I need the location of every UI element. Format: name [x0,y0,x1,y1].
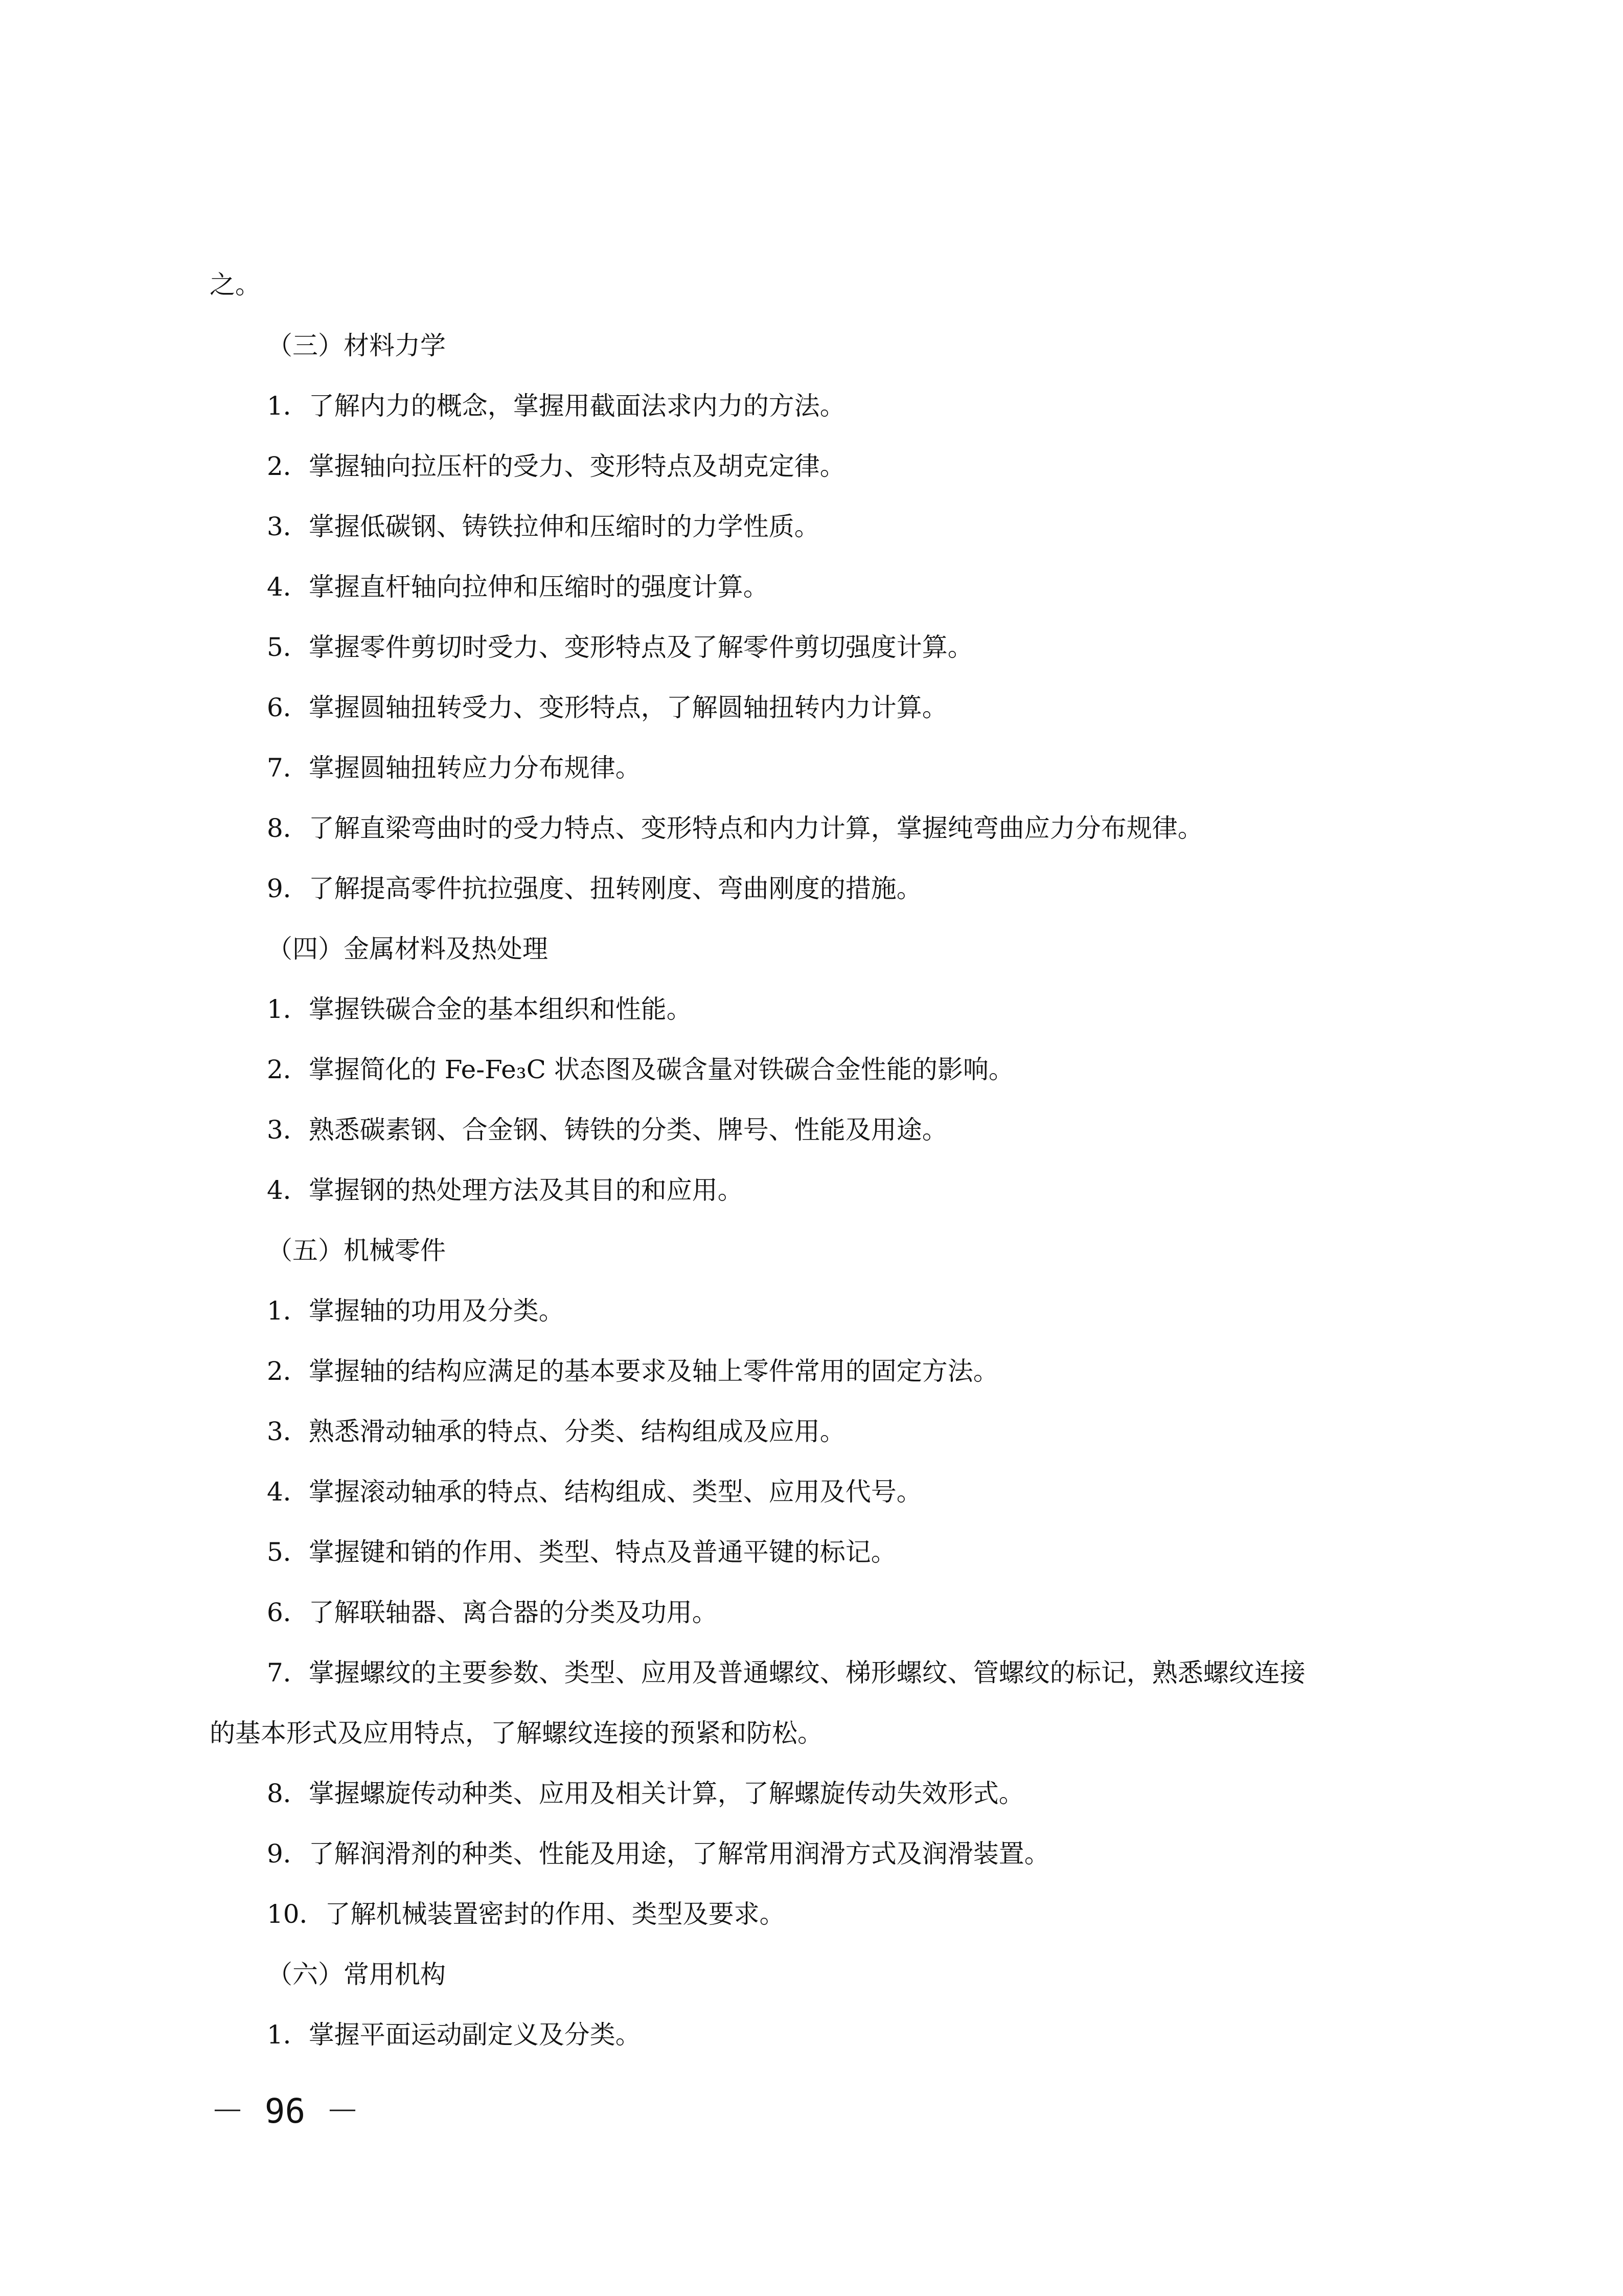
list-item: 10．了解机械装置密封的作用、类型及要求。 [267,1899,785,1929]
list-item: 8．了解直梁弯曲时的受力特点、变形特点和内力计算，掌握纯弯曲应力分布规律。 [267,813,1203,843]
list-item: 8．掌握螺旋传动种类、应用及相关计算，了解螺旋传动失效形式。 [267,1779,1024,1808]
section-heading-4: （四）金属材料及热处理 [267,934,548,964]
list-item: 1．掌握轴的功用及分类。 [267,1296,564,1326]
list-item: 7．掌握圆轴扭转应力分布规律。 [267,753,641,783]
list-item: 1．掌握铁碳合金的基本组织和性能。 [267,994,692,1024]
list-item: 6．了解联轴器、离合器的分类及功用。 [267,1598,718,1627]
list-item: 3．熟悉碳素钢、合金钢、铸铁的分类、牌号、性能及用途。 [267,1115,948,1145]
list-item: 5．掌握零件剪切时受力、变形特点及了解零件剪切强度计算。 [267,632,973,662]
list-item: 3．掌握低碳钢、铸铁拉伸和压缩时的力学性质。 [267,512,820,541]
list-item: 2．掌握简化的 Fe-Fe₃C 状态图及碳含量对铁碳合金性能的影响。 [267,1055,1014,1084]
list-item: 5．掌握键和销的作用、类型、特点及普通平键的标记。 [267,1537,897,1567]
list-item-continuation: 的基本形式及应用特点，了解螺纹连接的预紧和防松。 [210,1718,823,1748]
list-item: 1．掌握平面运动副定义及分类。 [267,2020,641,2050]
list-item: 7．掌握螺纹的主要参数、类型、应用及普通螺纹、梯形螺纹、管螺纹的标记，熟悉螺纹连接 [267,1658,1306,1688]
list-item: 4．掌握直杆轴向拉伸和压缩时的强度计算。 [267,572,769,602]
list-item: 1．了解内力的概念，掌握用截面法求内力的方法。 [267,391,845,421]
list-item: 6．掌握圆轴扭转受力、变形特点，了解圆轴扭转内力计算。 [267,693,948,722]
text-line-continuation: 之。 [210,270,261,300]
list-item: 2．掌握轴的结构应满足的基本要求及轴上零件常用的固定方法。 [267,1356,999,1386]
list-item: 3．熟悉滑动轴承的特点、分类、结构组成及应用。 [267,1417,845,1446]
section-heading-6: （六）常用机构 [267,1960,446,1989]
list-item: 4．掌握滚动轴承的特点、结构组成、类型、应用及代号。 [267,1477,922,1507]
list-item: 9．了解提高零件抗拉强度、扭转刚度、弯曲刚度的措施。 [267,874,922,903]
page-number: － 96 － [211,2092,359,2131]
list-item: 4．掌握钢的热处理方法及其目的和应用。 [267,1175,743,1205]
section-heading-3: （三）材料力学 [267,331,446,360]
list-item: 9．了解润滑剂的种类、性能及用途，了解常用润滑方式及润滑装置。 [267,1839,1050,1869]
list-item: 2．掌握轴向拉压杆的受力、变形特点及胡克定律。 [267,451,845,481]
section-heading-5: （五）机械零件 [267,1236,446,1265]
